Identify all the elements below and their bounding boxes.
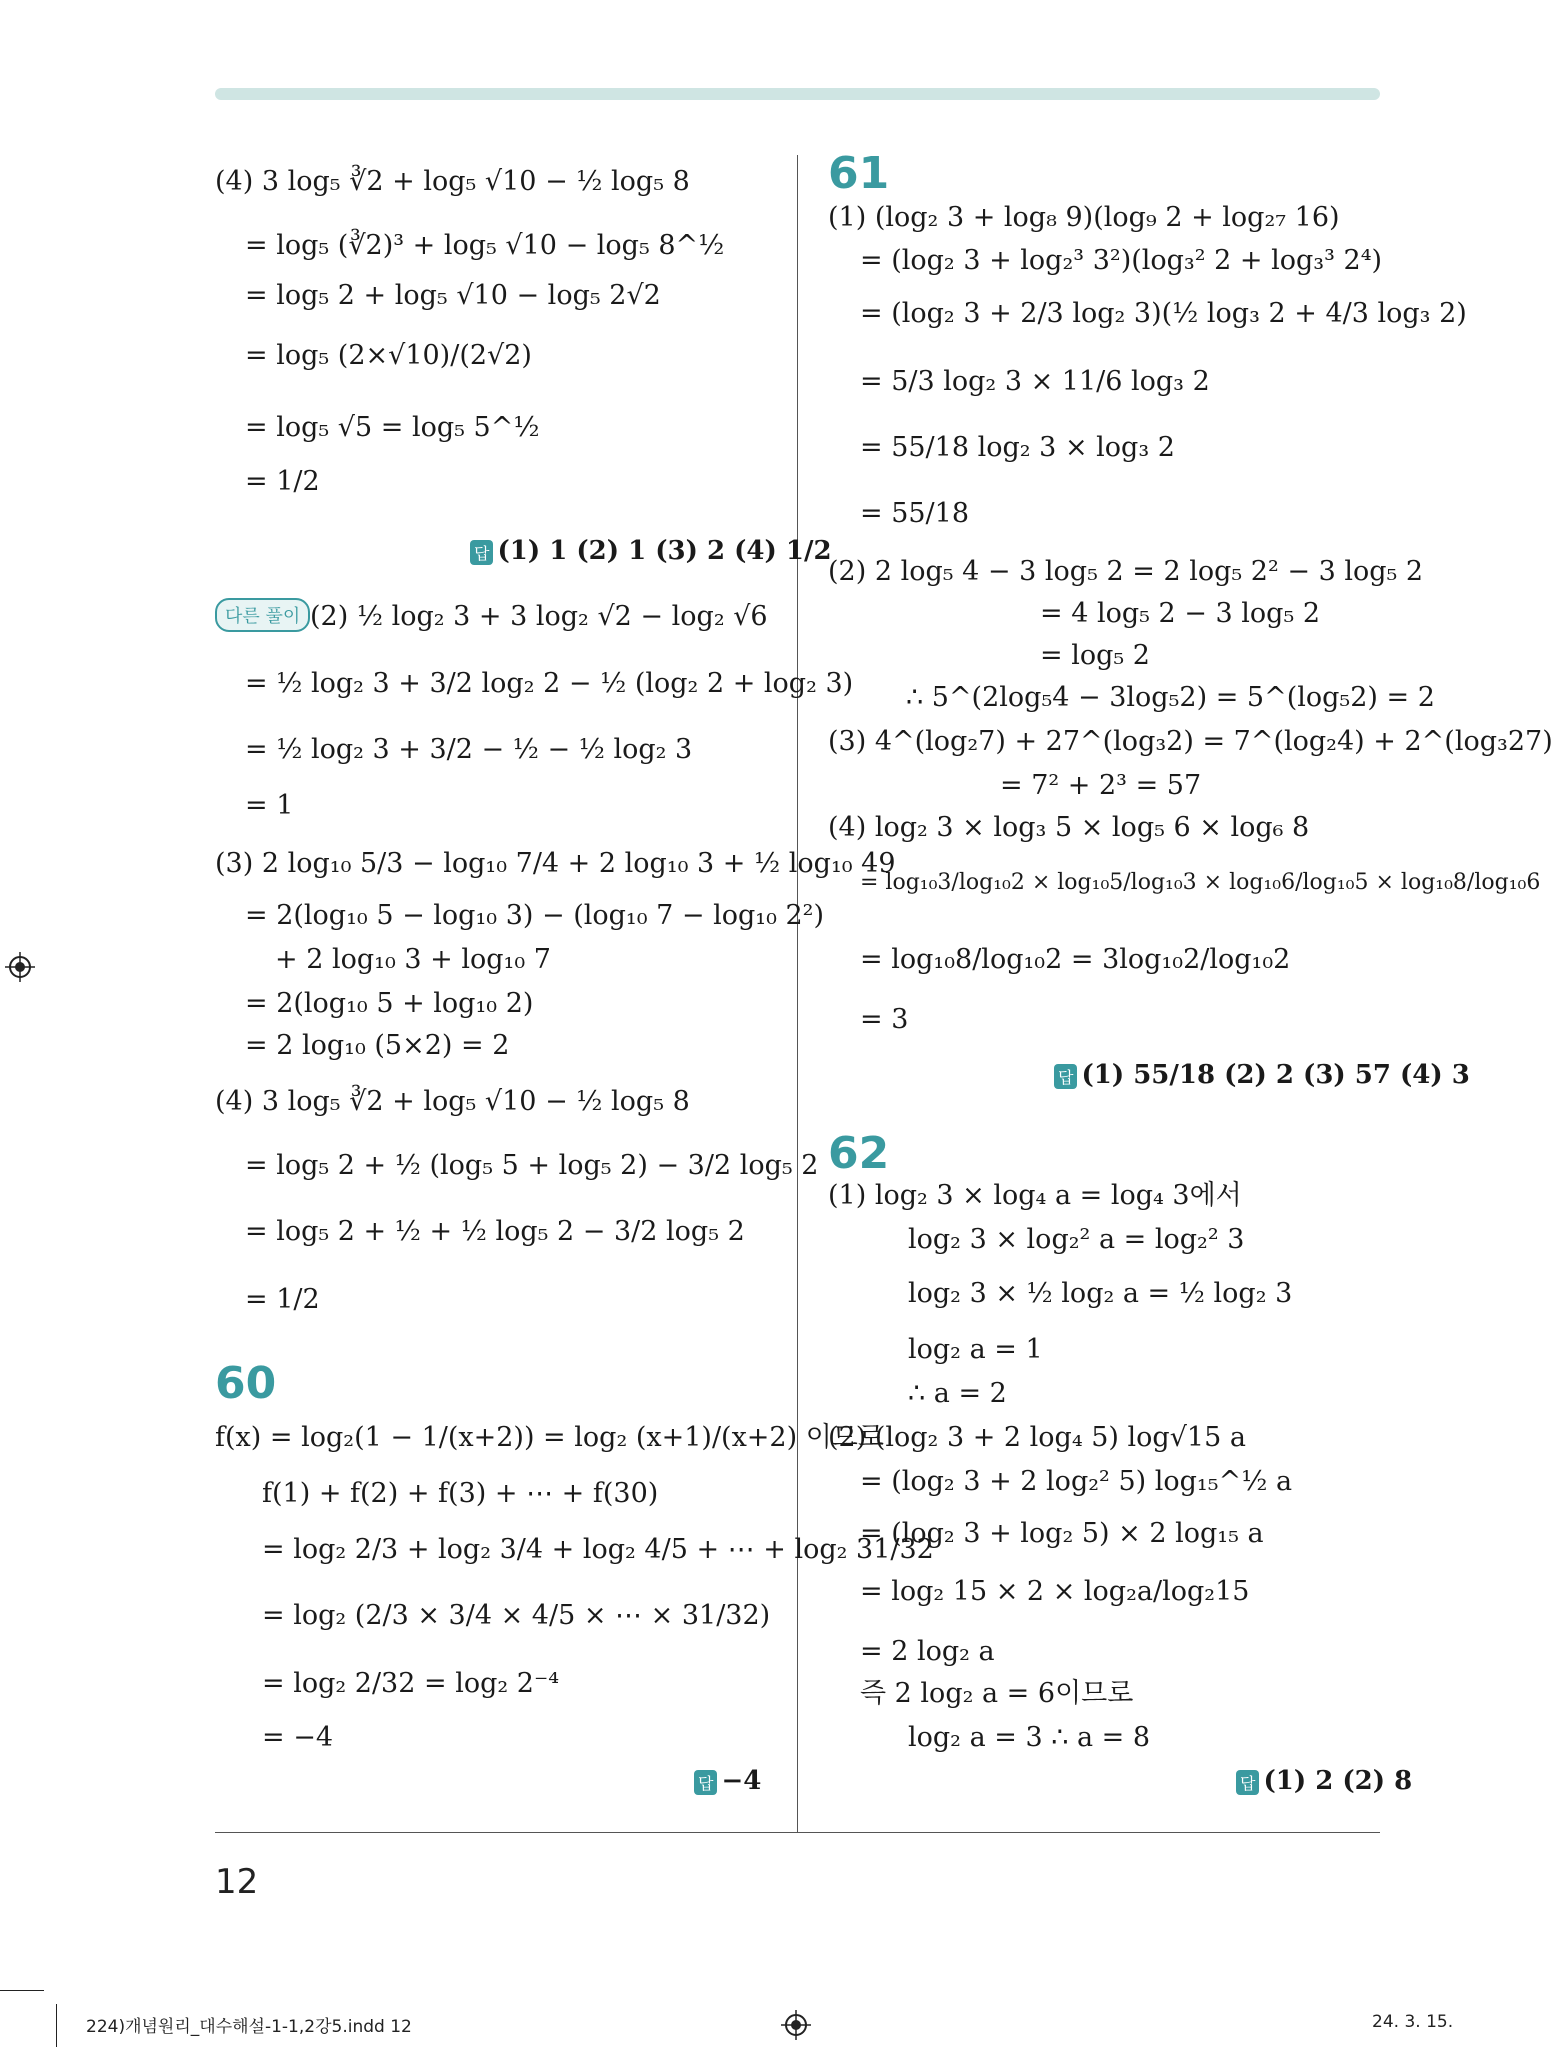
footer-date: 24. 3. 15. bbox=[1372, 2012, 1454, 2032]
solution-line: = log₅ (∛2)³ + log₅ √10 − log₅ 8^½ bbox=[245, 230, 725, 261]
solution-line: (1) (log₂ 3 + log₈ 9)(log₉ 2 + log₂₇ 16) bbox=[828, 202, 1340, 233]
solution-line: = 55/18 bbox=[860, 498, 970, 529]
solution-line: (2) ½ log₂ 3 + 3 log₂ √2 − log₂ √6 bbox=[310, 601, 768, 632]
answer-text: −4 bbox=[721, 1766, 762, 1796]
solution-line: log₂ 3 × ½ log₂ a = ½ log₂ 3 bbox=[908, 1278, 1293, 1309]
solution-line: = log₂ (2/3 × 3/4 × 4/5 × ⋯ × 31/32) bbox=[262, 1600, 771, 1631]
solution-line: (2) (log₂ 3 + 2 log₄ 5) log√15 a bbox=[828, 1422, 1246, 1453]
solution-line: = (log₂ 3 + log₂ 5) × 2 log₁₅ a bbox=[860, 1518, 1264, 1549]
solution-line: (4) log₂ 3 × log₃ 5 × log₅ 6 × log₆ 8 bbox=[828, 812, 1310, 843]
solution-line: = 2 log₁₀ (5×2) = 2 bbox=[245, 1030, 510, 1061]
solution-line: = log₁₀3/log₁₀2 × log₁₀5/log₁₀3 × log₁₀6/log₁₀5 × log₁₀8/log₁₀6 bbox=[860, 870, 1541, 895]
solution-line: f(1) + f(2) + f(3) + ⋯ + f(30) bbox=[262, 1478, 659, 1509]
answer-badge: 답 bbox=[694, 1770, 717, 1795]
crop-mark bbox=[56, 2004, 57, 2047]
solution-line: = 2(log₁₀ 5 − log₁₀ 3) − (log₁₀ 7 − log₁₀ 2²) bbox=[245, 900, 825, 931]
answer-text: (1) 2 (2) 8 bbox=[1263, 1766, 1413, 1796]
registration-mark-icon bbox=[781, 2010, 811, 2040]
solution-line: = (log₂ 3 + log₂³ 3²)(log₃² 2 + log₃³ 2⁴) bbox=[860, 245, 1383, 276]
solution-line: (4) 3 log₅ ∛2 + log₅ √10 − ½ log₅ 8 bbox=[215, 1086, 690, 1117]
solution-line: = (log₂ 3 + 2 log₂² 5) log₁₅^½ a bbox=[860, 1466, 1293, 1497]
solution-line: log₂ a = 1 bbox=[908, 1334, 1043, 1365]
column-divider bbox=[797, 155, 798, 1833]
registration-mark-icon bbox=[5, 952, 35, 982]
solution-line: (3) 4^(log₂7) + 27^(log₃2) = 7^(log₂4) + 2^(log₃27) bbox=[828, 726, 1553, 757]
solution-line: = log₂ 2/32 = log₂ 2⁻⁴ bbox=[262, 1668, 560, 1699]
answer-badge: 답 bbox=[470, 540, 493, 565]
solution-line: = 2 log₂ a bbox=[860, 1636, 995, 1667]
solution-line: = log₂ 2/3 + log₂ 3/4 + log₂ 4/5 + ⋯ + log₂ 31/32 bbox=[262, 1534, 934, 1565]
solution-line: (3) 2 log₁₀ 5/3 − log₁₀ 7/4 + 2 log₁₀ 3 + ½ log₁₀ 49 bbox=[215, 848, 896, 879]
solution-line: = 55/18 log₂ 3 × log₃ 2 bbox=[860, 432, 1175, 463]
solution-line: = log₂ 15 × 2 × log₂a/log₂15 bbox=[860, 1576, 1250, 1607]
solution-line: (1) log₂ 3 × log₄ a = log₄ 3에서 bbox=[828, 1180, 1242, 1211]
solution-line: f(x) = log₂(1 − 1/(x+2)) = log₂ (x+1)/(x+2) 이므로 bbox=[215, 1422, 884, 1453]
problem-number-60: 60 bbox=[215, 1358, 277, 1409]
solution-line: = 1 bbox=[245, 790, 294, 821]
solution-line: = 3 bbox=[860, 1004, 909, 1035]
answer-text: (1) 55/18 (2) 2 (3) 57 (4) 3 bbox=[1081, 1060, 1470, 1090]
answer-62 bbox=[1236, 1766, 1412, 1796]
solution-line: ∴ a = 2 bbox=[908, 1378, 1007, 1409]
solution-line: (2) 2 log₅ 4 − 3 log₅ 2 = 2 log₅ 2² − 3 log₅ 2 bbox=[828, 556, 1424, 587]
solution-line: = ½ log₂ 3 + 3/2 − ½ − ½ log₂ 3 bbox=[245, 734, 693, 765]
solution-line: = log₁₀8/log₁₀2 = 3log₁₀2/log₁₀2 bbox=[860, 944, 1291, 975]
solution-line: 즉 2 log₂ a = 6이므로 bbox=[860, 1678, 1134, 1709]
solution-line: (4) 3 log₅ ∛2 + log₅ √10 − ½ log₅ 8 bbox=[215, 166, 690, 197]
solution-line: = 5/3 log₂ 3 × 11/6 log₃ 2 bbox=[860, 366, 1210, 397]
solution-line: = log₅ 2 bbox=[1040, 640, 1150, 671]
answer-badge: 답 bbox=[1236, 1770, 1259, 1795]
solution-line: + 2 log₁₀ 3 + log₁₀ 7 bbox=[275, 944, 551, 975]
solution-line: = log₅ (2×√10)/(2√2) bbox=[245, 340, 532, 371]
solution-line: = ½ log₂ 3 + 3/2 log₂ 2 − ½ (log₂ 2 + log₂ 3) bbox=[245, 668, 854, 699]
solution-line: = 7² + 2³ = 57 bbox=[1000, 770, 1202, 801]
answer-59 bbox=[470, 536, 832, 566]
answer-badge: 답 bbox=[1054, 1064, 1077, 1089]
solution-line: = 1/2 bbox=[245, 1284, 320, 1315]
solution-line: = log₅ 2 + ½ + ½ log₅ 2 − 3/2 log₅ 2 bbox=[245, 1216, 745, 1247]
solution-line: log₂ a = 3 ∴ a = 8 bbox=[908, 1722, 1151, 1753]
solution-line: = 4 log₅ 2 − 3 log₅ 2 bbox=[1040, 598, 1321, 629]
solution-line: = 2(log₁₀ 5 + log₁₀ 2) bbox=[245, 988, 534, 1019]
footer-file-info: 224)개념원리_대수해설-1-1,2강5.indd 12 bbox=[86, 2017, 412, 2037]
alternative-solution-badge: 다른 풀이 bbox=[215, 598, 310, 632]
crop-mark bbox=[0, 1990, 44, 1991]
solution-line: = −4 bbox=[262, 1722, 334, 1753]
solution-line: = 1/2 bbox=[245, 466, 320, 497]
page-number: 12 bbox=[215, 1862, 259, 1902]
answer-61 bbox=[1054, 1060, 1470, 1090]
problem-number-61: 61 bbox=[828, 148, 890, 199]
solution-line: = log₅ 2 + ½ (log₅ 5 + log₅ 2) − 3/2 log₅ 2 bbox=[245, 1150, 819, 1181]
solution-line: = (log₂ 3 + 2/3 log₂ 3)(½ log₃ 2 + 4/3 log₃ 2) bbox=[860, 298, 1467, 329]
solution-line: log₂ 3 × log₂² a = log₂² 3 bbox=[908, 1224, 1245, 1255]
solution-line: ∴ 5^(2log₅4 − 3log₅2) = 5^(log₅2) = 2 bbox=[906, 682, 1435, 713]
top-decorative-bar bbox=[215, 88, 1380, 100]
bottom-rule bbox=[215, 1832, 1380, 1833]
solution-line: = log₅ √5 = log₅ 5^½ bbox=[245, 412, 540, 443]
answer-text: (1) 1 (2) 1 (3) 2 (4) 1/2 bbox=[497, 536, 832, 566]
answer-60 bbox=[694, 1766, 761, 1796]
problem-number-62: 62 bbox=[828, 1128, 890, 1179]
solution-line: = log₅ 2 + log₅ √10 − log₅ 2√2 bbox=[245, 280, 661, 311]
